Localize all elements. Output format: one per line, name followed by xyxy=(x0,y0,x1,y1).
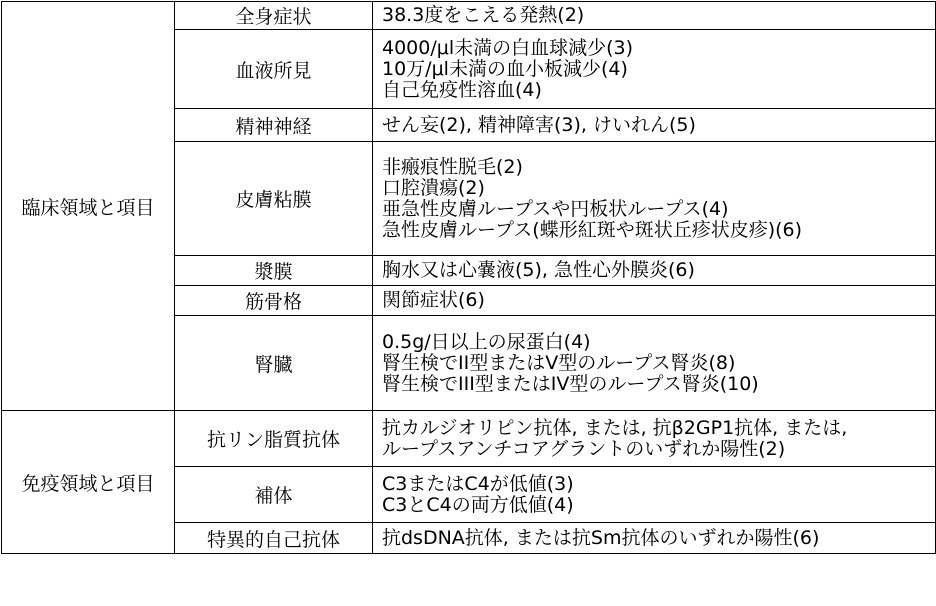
criteria-line: 口腔潰瘍(2) xyxy=(382,176,485,199)
item-name: 抗リン脂質抗体 xyxy=(175,411,373,467)
criteria-line: 腎生検でIII型またはIV型のループス腎炎(10) xyxy=(382,372,759,395)
criteria-line: 10万/μl未満の血小板減少(4) xyxy=(382,57,628,80)
criteria-content xyxy=(373,142,936,256)
item-name: 漿膜 xyxy=(175,256,373,286)
item-name: 精神神経 xyxy=(175,109,373,142)
item-name: 血液所見 xyxy=(175,30,373,109)
criteria-content xyxy=(373,2,936,30)
domain-label: 臨床領域と項目 xyxy=(2,2,175,411)
criteria-line: 亜急性皮膚ループスや円板状ループス(4) xyxy=(382,197,729,220)
criteria-line: 0.5g/日以上の尿蛋白(4) xyxy=(382,330,591,353)
criteria-content xyxy=(373,286,936,316)
item-name: 特異的自己抗体 xyxy=(175,523,373,554)
criteria-content xyxy=(373,523,936,554)
item-name: 腎臓 xyxy=(175,316,373,411)
criteria-line: C3とC4の両方低値(4) xyxy=(382,493,574,516)
criteria-line: 抗カルジオリピン抗体, または, 抗β2GP1抗体, または, xyxy=(382,416,848,439)
criteria-content xyxy=(373,467,936,523)
criteria-content xyxy=(373,411,936,467)
item-name: 全身症状 xyxy=(175,2,373,30)
criteria-content xyxy=(373,109,936,142)
criteria-line: 38.3度をこえる発熱(2) xyxy=(382,4,585,26)
criteria-line: 胸水又は心嚢液(5), 急性心外膜炎(6) xyxy=(382,259,695,281)
criteria-line: 急性皮膚ループス(蝶形紅斑や斑状丘疹状皮疹)(6) xyxy=(382,218,803,241)
criteria-line: 腎生検でII型またはV型のループス腎炎(8) xyxy=(382,351,736,374)
criteria-line: 4000/μl未満の白血球減少(3) xyxy=(382,36,634,59)
criteria-content xyxy=(373,30,936,109)
item-name: 筋骨格 xyxy=(175,286,373,316)
criteria-line: 関節症状(6) xyxy=(382,289,485,311)
criteria-line: ループスアンチコアグラントのいずれか陽性(2) xyxy=(382,437,786,460)
criteria-row xyxy=(2,411,936,467)
criteria-line: せん妄(2), 精神障害(3), けいれん(5) xyxy=(382,113,696,136)
criteria-row xyxy=(2,2,936,30)
criteria-content xyxy=(373,316,936,411)
criteria-line: 自己免疫性溶血(4) xyxy=(382,78,542,101)
domain-label: 免疫領域と項目 xyxy=(2,411,175,554)
criteria-line: 抗dsDNA抗体, または抗Sm抗体のいずれか陽性(6) xyxy=(382,526,820,549)
item-name: 皮膚粘膜 xyxy=(175,142,373,256)
item-name: 補体 xyxy=(175,467,373,523)
criteria-table xyxy=(1,1,936,554)
criteria-line: 非瘢痕性脱毛(2) xyxy=(382,155,523,178)
criteria-table-body xyxy=(2,2,936,554)
criteria-content xyxy=(373,256,936,286)
criteria-line: C3またはC4が低値(3) xyxy=(382,472,574,495)
